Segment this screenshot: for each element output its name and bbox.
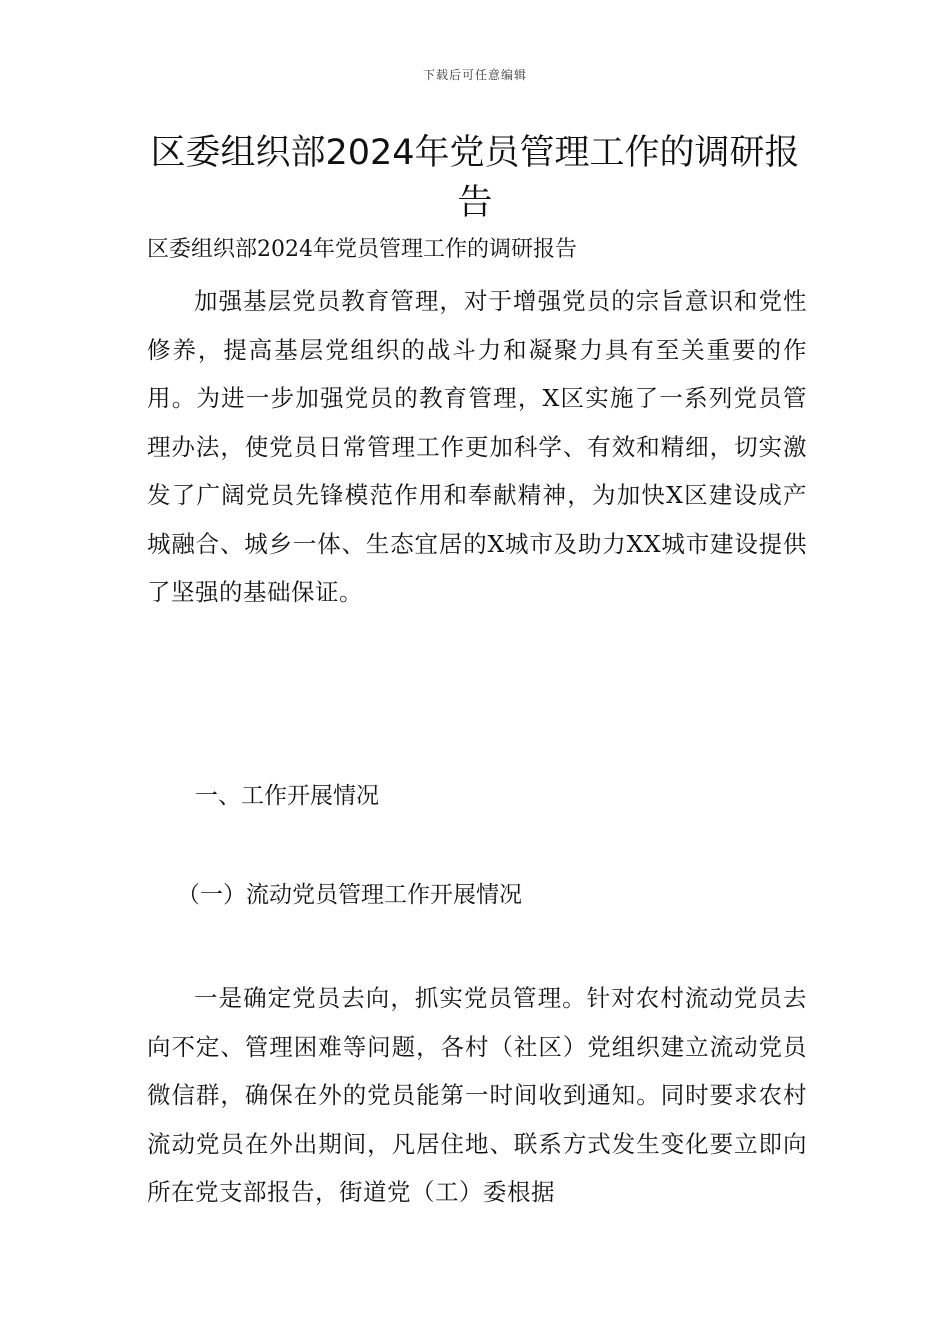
intro-paragraph: 加强基层党员教育管理，对于增强党员的宗旨意识和党性修养，提高基层党组织的战斗力和凝聚力具有至关重要的作用。为进一步加强党员的教育管理，X区实施了一系列党员管理办法，使党员日常管理工作更加科学、有效和精细，切实激发了广阔党员先锋模范作用和奉献精神，为加快X区建设成产城融合、城乡一体、生态宜居的X城市及助力XX城市建设提供了坚强的基础保证。	[147, 287, 807, 606]
subsection-heading-1-1: （一）流动党员管理工作开展情况	[177, 882, 522, 908]
document-title: 区委组织部2024年党员管理工作的调研报告	[150, 133, 800, 223]
section-heading-1: 一、工作开展情况	[195, 783, 379, 809]
document-subtitle: 区委组织部2024年党员管理工作的调研报告	[147, 237, 577, 262]
header-note: 下载后可任意编辑	[422, 68, 527, 82]
body-paragraph: 一是确定党员去向，抓实党员管理。针对农村流动党员去向不定、管理困难等问题，各村（社区）党组织建立流动党员微信群，确保在外的党员能第一时间收到通知。同时要求农村流动党员在外出期间，凡居住地、联系方式发生变化要立即向所在党支部报告，街道党（工）委根据	[147, 984, 807, 1206]
